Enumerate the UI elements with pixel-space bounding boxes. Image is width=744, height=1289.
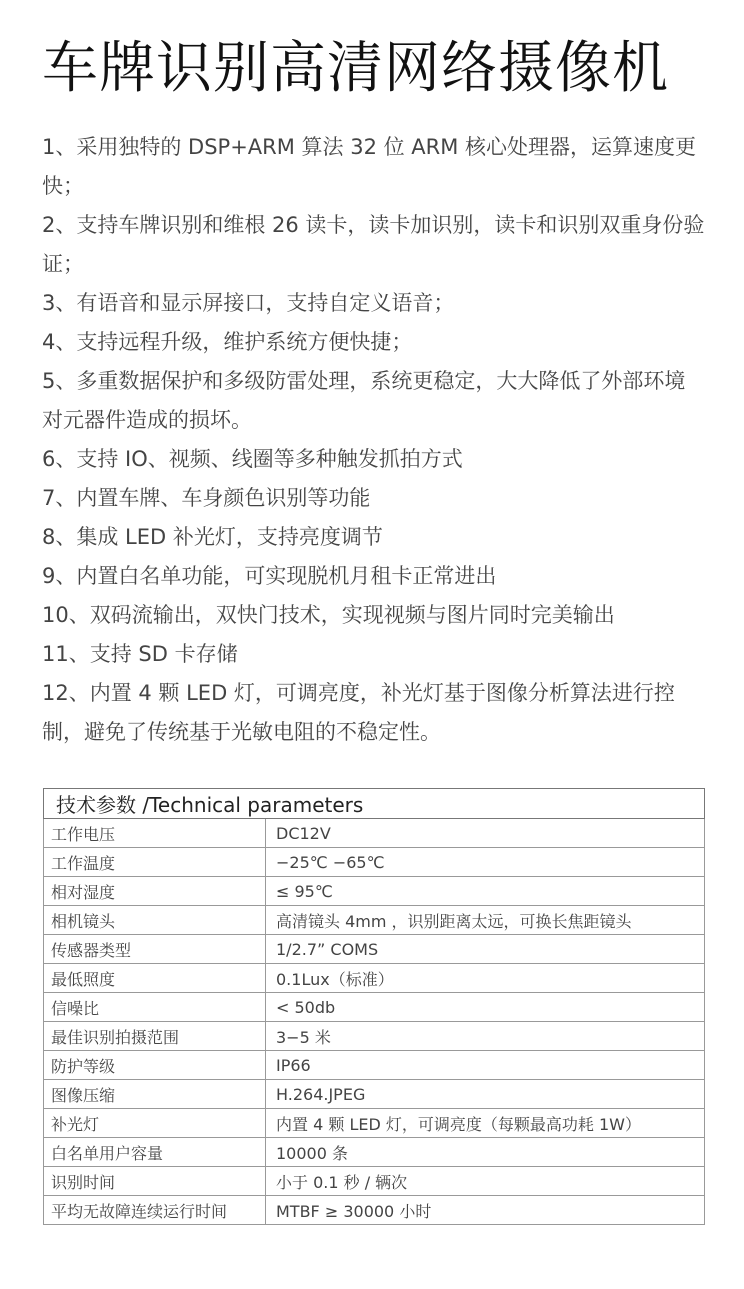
table-row: [44, 1138, 705, 1167]
spec-label: 补光灯: [44, 1109, 266, 1138]
spec-label: 相机镜头: [44, 906, 266, 935]
feature-item: 4、支持远程升级，维护系统方便快捷；: [42, 330, 413, 354]
feature-item: 11、支持 SD 卡存储: [42, 642, 238, 666]
spec-label: 最低照度: [44, 964, 266, 993]
feature-item: 6、支持 IO、视频、线圈等多种触发抓拍方式: [42, 447, 463, 471]
spec-table-header-row: [44, 789, 705, 819]
feature-item: 8、集成 LED 补光灯，支持亮度调节: [42, 525, 383, 549]
page-title: 车牌识别高清网络摄像机: [42, 36, 669, 101]
spec-value: 内置 4 颗 LED 灯，可调亮度（每颗最高功耗 1W）: [266, 1109, 705, 1138]
feature-item: 12、内置 4 颗 LED 灯，可调亮度，补光灯基于图像分析算法进行控制，避免了传统基于光敏电阻的不稳定性。: [42, 681, 675, 744]
spec-value: 3−5 米: [266, 1022, 705, 1051]
spec-label: 白名单用户容量: [44, 1138, 266, 1167]
spec-value: DC12V: [266, 819, 705, 848]
spec-label: 图像压缩: [44, 1080, 266, 1109]
spec-label: 最佳识别拍摄范围: [44, 1022, 266, 1051]
spec-value: < 50db: [266, 993, 705, 1022]
table-row: [44, 993, 705, 1022]
table-row: [44, 1196, 705, 1225]
spec-label: 信噪比: [44, 993, 266, 1022]
spec-table: [43, 788, 705, 1225]
feature-item: 7、内置车牌、车身颜色识别等功能: [42, 486, 371, 510]
table-row: [44, 848, 705, 877]
spec-value: H.264.JPEG: [266, 1080, 705, 1109]
spec-label: 工作温度: [44, 848, 266, 877]
spec-value: 1/2.7” COMS: [266, 935, 705, 964]
table-row: [44, 1167, 705, 1196]
spec-label: 工作电压: [44, 819, 266, 848]
feature-item: 2、支持车牌识别和维根 26 读卡，读卡加识别，读卡和识别双重身份验证；: [42, 213, 705, 276]
spec-table-header: 技术参数 /Technical parameters: [44, 789, 705, 819]
spec-value: IP66: [266, 1051, 705, 1080]
feature-item: 10、双码流输出，双快门技术，实现视频与图片同时完美输出: [42, 603, 615, 627]
table-row: [44, 1051, 705, 1080]
spec-value: 0.1Lux（标准）: [266, 964, 705, 993]
spec-value: −25℃ −65℃: [266, 848, 705, 877]
spec-label: 传感器类型: [44, 935, 266, 964]
feature-item: 9、内置白名单功能，可实现脱机月租卡正常进出: [42, 564, 497, 588]
feature-item: 5、多重数据保护和多级防雷处理，系统更稳定，大大降低了外部环境对元器件造成的损坏。: [42, 369, 686, 432]
spec-label: 平均无故障连续运行时间: [44, 1196, 266, 1225]
table-row: [44, 1080, 705, 1109]
table-row: [44, 935, 705, 964]
spec-label: 识别时间: [44, 1167, 266, 1196]
table-row: [44, 964, 705, 993]
feature-list: [42, 128, 706, 752]
spec-value: ≤ 95℃: [266, 877, 705, 906]
spec-value: 高清镜头 4mm ，识别距离太远，可换长焦距镜头: [266, 906, 705, 935]
feature-item: 3、有语音和显示屏接口，支持自定义语音；: [42, 291, 455, 315]
spec-label: 防护等级: [44, 1051, 266, 1080]
spec-label: 相对湿度: [44, 877, 266, 906]
spec-value: 小于 0.1 秒 / 辆次: [266, 1167, 705, 1196]
table-row: [44, 1109, 705, 1138]
table-row: [44, 1022, 705, 1051]
spec-value: MTBF ≥ 30000 小时: [266, 1196, 705, 1225]
table-row: [44, 906, 705, 935]
spec-value: 10000 条: [266, 1138, 705, 1167]
feature-item: 1、采用独特的 DSP+ARM 算法 32 位 ARM 核心处理器，运算速度更快；: [42, 135, 697, 198]
table-row: [44, 877, 705, 906]
table-row: [44, 819, 705, 848]
